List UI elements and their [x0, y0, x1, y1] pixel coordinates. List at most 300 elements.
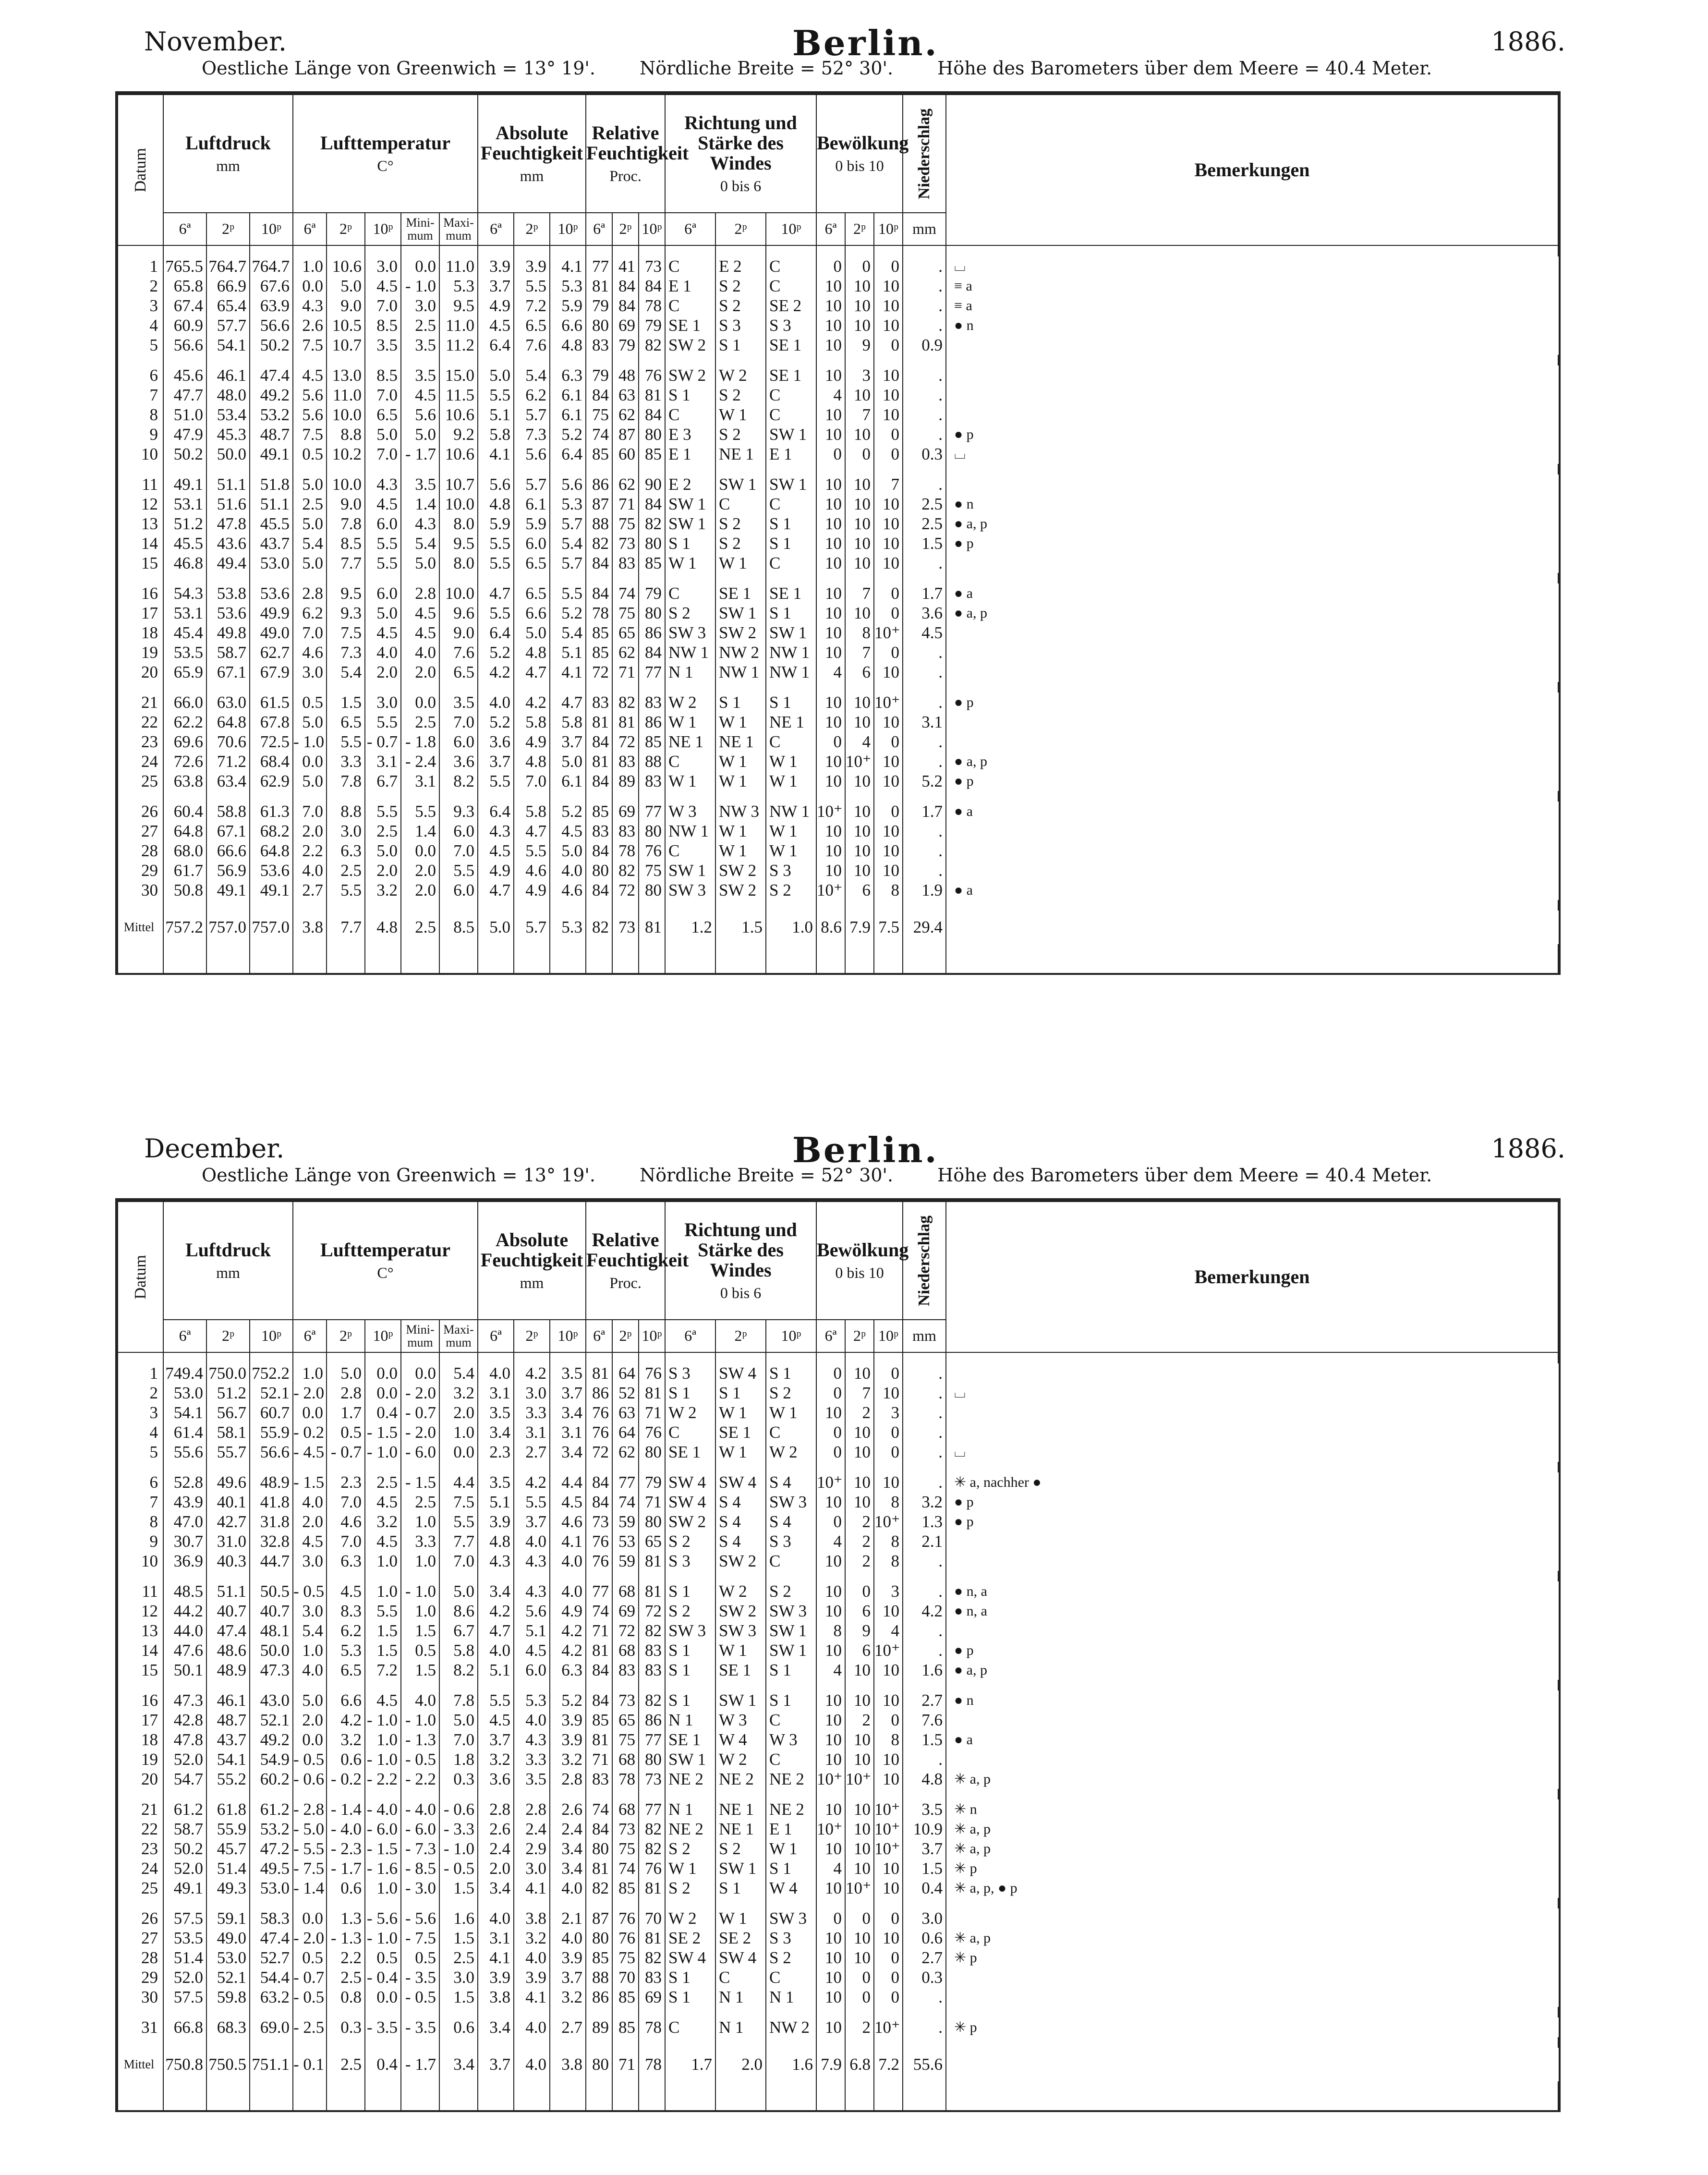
value-cell: 10: [845, 1859, 874, 1878]
day-cell: 22: [118, 712, 163, 732]
spacer-cell: [715, 573, 766, 583]
subheader-cell: 10ᵖ: [639, 213, 665, 245]
value-cell: 2.5: [327, 861, 365, 880]
value-cell: 80: [639, 821, 665, 841]
value-cell: 50.8: [163, 880, 206, 900]
value-cell: .: [903, 732, 946, 752]
value-cell: 52.1: [250, 1383, 293, 1403]
value-cell: S 2: [715, 425, 766, 444]
header-bewoelkung: [816, 95, 909, 213]
value-cell: 10: [816, 1492, 845, 1512]
subheader-cell: 6ª: [478, 213, 514, 245]
value-cell: 75: [612, 1730, 639, 1750]
header-niederschlag: Niederschlag: [903, 95, 946, 213]
mean-value: 4.0: [514, 2048, 550, 2081]
value-cell: NE 1: [766, 712, 816, 732]
value-cell: 10: [816, 771, 845, 791]
spacer-cell: [365, 1462, 401, 1472]
value-cell: 4.9: [478, 296, 514, 316]
spacer-cell: [550, 791, 586, 802]
value-cell: 750.0: [206, 1363, 250, 1383]
value-cell: S 2: [715, 276, 766, 296]
spacer-cell: [766, 900, 816, 911]
remark-cell: ● p: [946, 693, 1558, 712]
day-cell: 11: [118, 474, 163, 494]
spacer-cell: [401, 1789, 439, 1799]
spacer-cell: [715, 464, 766, 474]
value-cell: 7.8: [327, 771, 365, 791]
value-cell: N 1: [665, 1710, 715, 1730]
value-cell: 84: [586, 771, 612, 791]
value-cell: W 1: [715, 1908, 766, 1928]
spacer-cell: [903, 1898, 946, 1908]
value-cell: 81: [639, 1551, 665, 1571]
value-cell: 3.6: [439, 752, 478, 771]
value-cell: 9.3: [439, 802, 478, 821]
remark-cell: [946, 623, 1558, 643]
value-cell: - 6.0: [401, 1819, 439, 1839]
spacer-cell: [206, 900, 250, 911]
value-cell: 3.0: [293, 662, 327, 682]
spacer-cell: [163, 573, 206, 583]
value-cell: 10: [874, 553, 903, 573]
value-cell: 10: [816, 1750, 845, 1769]
value-cell: 3.9: [550, 1948, 586, 1968]
spacer-cell: [845, 1898, 874, 1908]
value-cell: S 2: [665, 1878, 715, 1898]
value-cell: 74: [586, 1601, 612, 1621]
value-cell: 47.3: [163, 1690, 206, 1710]
day-cell: 2: [118, 1383, 163, 1403]
value-cell: - 2.0: [293, 1928, 327, 1948]
spacer-cell: [715, 1462, 766, 1472]
subheader-cell: 10ᵖ: [874, 1320, 903, 1352]
value-cell: 2.0: [293, 1710, 327, 1730]
spacer-cell: [118, 944, 163, 973]
table-row: [118, 1878, 1558, 1898]
spacer-cell: [163, 900, 206, 911]
value-cell: 2.8: [327, 1383, 365, 1403]
spacer-cell: [715, 1680, 766, 1690]
value-cell: 71: [612, 662, 639, 682]
value-cell: 4: [816, 1859, 845, 1878]
spacer-cell: [163, 2081, 206, 2110]
barometer-height: Höhe des Barometers über dem Meere = 40.4 Meter.: [937, 58, 1432, 79]
value-cell: E 1: [665, 444, 715, 464]
spacer-cell: [401, 464, 439, 474]
value-cell: - 1.0: [439, 1839, 478, 1859]
value-cell: - 2.2: [401, 1769, 439, 1789]
value-cell: 78: [639, 296, 665, 316]
value-cell: C: [665, 2017, 715, 2037]
value-cell: 0.0: [293, 1908, 327, 1928]
spacer-cell: [163, 944, 206, 973]
table-frame-december: [115, 1198, 1561, 2112]
value-cell: 69: [612, 316, 639, 335]
remark-cell: ● a, p: [946, 514, 1558, 534]
header-lufttemperatur-title: Lufttemperatur: [320, 1239, 451, 1261]
spacer-cell: [639, 1462, 665, 1472]
table-row: [118, 514, 1558, 534]
value-cell: 43.6: [206, 534, 250, 553]
value-cell: 71.2: [206, 752, 250, 771]
spacer-cell: [903, 900, 946, 911]
value-cell: 51.8: [250, 474, 293, 494]
value-cell: 10: [845, 425, 874, 444]
value-cell: 10: [845, 1839, 874, 1859]
value-cell: .: [903, 1472, 946, 1492]
value-cell: 36.9: [163, 1551, 206, 1571]
spacer-cell: [715, 1789, 766, 1799]
value-cell: 10: [874, 316, 903, 335]
value-cell: 77: [639, 802, 665, 821]
spacer-cell: [845, 2007, 874, 2017]
value-cell: - 1.0: [293, 732, 327, 752]
spacer-cell: [715, 2007, 766, 2017]
value-cell: 1.5: [365, 1621, 401, 1640]
city-title: Berlin.: [792, 23, 939, 63]
value-cell: 5.5: [478, 385, 514, 405]
spacer-cell: [118, 2037, 163, 2048]
value-cell: 10: [874, 1660, 903, 1680]
spacer-cell: [163, 1352, 206, 1363]
value-cell: S 3: [766, 1531, 816, 1551]
value-cell: 75: [586, 405, 612, 425]
value-cell: S 4: [715, 1492, 766, 1512]
value-cell: 68: [612, 1581, 639, 1601]
value-cell: 3.5: [439, 693, 478, 712]
value-cell: 5.2: [550, 425, 586, 444]
spacer-cell: [550, 1462, 586, 1472]
value-cell: 10: [816, 752, 845, 771]
value-cell: 4.0: [293, 1660, 327, 1680]
spacer-cell: [766, 1898, 816, 1908]
value-cell: SW 1: [715, 603, 766, 623]
value-cell: 4.9: [514, 880, 550, 900]
value-cell: 84: [586, 1660, 612, 1680]
value-cell: 2.7: [514, 1442, 550, 1462]
table-row: [118, 1492, 1558, 1512]
value-cell: S 1: [766, 603, 816, 623]
value-cell: 3.7: [550, 1383, 586, 1403]
value-cell: 61.3: [250, 802, 293, 821]
day-cell: 1: [118, 1363, 163, 1383]
spacer-cell: [163, 1789, 206, 1799]
spacer-cell: [816, 1571, 845, 1581]
value-cell: S 4: [715, 1531, 766, 1551]
spacer-cell: [903, 2081, 946, 2110]
spacer-cell: [816, 2007, 845, 2017]
spacer-cell: [766, 573, 816, 583]
value-cell: 49.1: [163, 474, 206, 494]
value-cell: 0: [874, 1948, 903, 1968]
value-cell: 71: [586, 1621, 612, 1640]
day-cell: 20: [118, 1769, 163, 1789]
value-cell: 4.5: [293, 1531, 327, 1551]
value-cell: 10⁺: [816, 802, 845, 821]
value-cell: 3.2: [327, 1730, 365, 1750]
year-title: 1886.: [1491, 26, 1565, 57]
value-cell: 3.0: [293, 1601, 327, 1621]
value-cell: 5.0: [365, 841, 401, 861]
header-abs-feuchtigkeit: [478, 95, 586, 213]
value-cell: 81: [639, 385, 665, 405]
value-cell: 8.5: [327, 534, 365, 553]
day-cell: 14: [118, 534, 163, 553]
value-cell: - 7.3: [401, 1839, 439, 1859]
spacer-cell: [478, 682, 514, 693]
header-wind-title: Richtung und Stärke des Windes: [684, 1219, 797, 1281]
header-rel-feuchtigkeit: [586, 95, 689, 213]
value-cell: 62: [612, 474, 639, 494]
value-cell: 42.8: [163, 1710, 206, 1730]
spacer-cell: [293, 1789, 327, 1799]
spacer-cell: [639, 682, 665, 693]
header-luftdruck-unit: mm: [216, 157, 240, 175]
value-cell: 77: [639, 662, 665, 682]
day-cell: 22: [118, 1819, 163, 1839]
value-cell: .: [903, 385, 946, 405]
header-rel-feuchtigkeit-unit: Proc.: [609, 1274, 642, 1292]
spacer-cell: [401, 1571, 439, 1581]
value-cell: 2.5: [401, 316, 439, 335]
value-cell: 4.3: [293, 296, 327, 316]
value-cell: - 0.7: [365, 732, 401, 752]
value-cell: 4.6: [550, 1512, 586, 1531]
value-cell: NW 2: [766, 2017, 816, 2037]
value-cell: 69: [639, 1987, 665, 2007]
value-cell: SE 1: [766, 583, 816, 603]
value-cell: 10.6: [439, 405, 478, 425]
value-cell: 10: [845, 771, 874, 791]
spacer-cell: [586, 1462, 612, 1472]
spacer-cell: [874, 245, 903, 256]
value-cell: 10: [816, 316, 845, 335]
value-cell: 10: [874, 1472, 903, 1492]
value-cell: 10⁺: [874, 623, 903, 643]
value-cell: .: [903, 1551, 946, 1571]
remark-cell: ✳ a, p: [946, 1819, 1558, 1839]
spacer-cell: [550, 573, 586, 583]
value-cell: 81: [639, 1928, 665, 1948]
value-cell: 4.2: [478, 1601, 514, 1621]
value-cell: 2.0: [293, 821, 327, 841]
spacer-cell: [715, 1352, 766, 1363]
spacer-cell: [365, 1571, 401, 1581]
spacer-cell: [550, 1352, 586, 1363]
value-cell: .: [903, 1621, 946, 1640]
spacer-cell: [163, 791, 206, 802]
value-cell: 64.8: [250, 841, 293, 861]
value-cell: 0: [874, 1710, 903, 1730]
remark-cell: ✳ a, p: [946, 1769, 1558, 1789]
value-cell: 10⁺: [816, 1769, 845, 1789]
spacer-cell: [478, 573, 514, 583]
value-cell: 62.7: [250, 643, 293, 662]
value-cell: 5.9: [514, 514, 550, 534]
value-cell: SW 1: [766, 1621, 816, 1640]
value-cell: 2.5: [903, 494, 946, 514]
mean-value: 4.8: [365, 911, 401, 944]
header-rel-feuchtigkeit: [586, 1202, 689, 1320]
spacer-cell: [206, 1789, 250, 1799]
day-cell: 13: [118, 514, 163, 534]
spacer-cell: [903, 245, 946, 256]
value-cell: 85: [639, 732, 665, 752]
remark-cell: ✳ p: [946, 2017, 1558, 2037]
remark-cell: ✳ p: [946, 1859, 1558, 1878]
value-cell: 0: [874, 1968, 903, 1987]
value-cell: 0.6: [327, 1878, 365, 1898]
mean-value: 7.9: [816, 2048, 845, 2081]
value-cell: 65.8: [163, 276, 206, 296]
spacer-cell: [639, 1789, 665, 1799]
value-cell: 6.0: [365, 514, 401, 534]
value-cell: - 3.0: [401, 1878, 439, 1898]
spacer-cell: [612, 1898, 639, 1908]
value-cell: 81: [586, 1363, 612, 1383]
value-cell: - 0.6: [439, 1799, 478, 1819]
spacer-cell: [612, 2037, 639, 2048]
spacer-cell: [439, 944, 478, 973]
spacer-cell: [401, 2007, 439, 2017]
day-cell: 31: [118, 2017, 163, 2037]
spacer-cell: [845, 791, 874, 802]
header-lufttemperatur-unit: C°: [377, 157, 394, 175]
value-cell: 8: [874, 1551, 903, 1571]
value-cell: 1.0: [365, 1730, 401, 1750]
table-row: [118, 662, 1558, 682]
value-cell: - 0.4: [365, 1968, 401, 1987]
table-row: [118, 365, 1558, 385]
value-cell: 50.2: [163, 444, 206, 464]
spacer-cell: [118, 1898, 163, 1908]
spacer-cell: [612, 355, 639, 365]
value-cell: - 2.4: [401, 752, 439, 771]
value-cell: - 0.5: [439, 1859, 478, 1878]
spacer-cell: [401, 2037, 439, 2048]
value-cell: S 1: [665, 385, 715, 405]
value-cell: 68: [612, 1750, 639, 1769]
spacer-cell: [206, 245, 250, 256]
value-cell: C: [665, 841, 715, 861]
value-cell: 49.3: [206, 1878, 250, 1898]
value-cell: 84: [586, 1819, 612, 1839]
spacer-cell: [250, 1680, 293, 1690]
value-cell: 2.6: [293, 316, 327, 335]
latitude: Nördliche Breite = 52° 30'.: [640, 1165, 894, 1186]
value-cell: 9.0: [327, 494, 365, 514]
value-cell: 58.7: [206, 643, 250, 662]
day-cell: 10: [118, 444, 163, 464]
value-cell: 75: [612, 1839, 639, 1859]
value-cell: 68: [612, 1799, 639, 1819]
value-cell: 3.4: [478, 1422, 514, 1442]
header-lufttemperatur-title: Lufttemperatur: [320, 132, 451, 154]
spacer-cell: [845, 245, 874, 256]
value-cell: .: [903, 425, 946, 444]
value-cell: 49.1: [250, 880, 293, 900]
value-cell: 2.3: [478, 1442, 514, 1462]
spacer-cell: [612, 682, 639, 693]
value-cell: 2: [845, 2017, 874, 2037]
value-cell: 55.2: [206, 1769, 250, 1789]
value-cell: 61.4: [163, 1422, 206, 1442]
value-cell: 4.3: [478, 821, 514, 841]
header-rel-feuchtigkeit-unit: Proc.: [609, 167, 642, 185]
value-cell: 53.0: [250, 553, 293, 573]
value-cell: - 8.5: [401, 1859, 439, 1878]
value-cell: NW 1: [715, 662, 766, 682]
value-cell: 5.0: [365, 425, 401, 444]
value-cell: 0: [845, 1581, 874, 1601]
value-cell: 4.5: [293, 365, 327, 385]
spacer-cell: [118, 1680, 163, 1690]
spacer-cell: [163, 1571, 206, 1581]
value-cell: SW 3: [665, 1621, 715, 1640]
spacer-cell: [766, 1571, 816, 1581]
value-cell: 45.6: [163, 365, 206, 385]
value-cell: 4.0: [401, 643, 439, 662]
value-cell: 89: [612, 771, 639, 791]
value-cell: 63.8: [163, 771, 206, 791]
value-cell: W 4: [766, 1878, 816, 1898]
value-cell: 4: [816, 385, 845, 405]
value-cell: 0.5: [293, 1948, 327, 1968]
value-cell: 5.0: [439, 1581, 478, 1601]
spacer-cell: [766, 1462, 816, 1472]
remark-cell: [946, 1551, 1558, 1571]
spacer-cell: [478, 2081, 514, 2110]
value-cell: W 1: [715, 405, 766, 425]
day-cell: 15: [118, 1660, 163, 1680]
value-cell: 10: [845, 296, 874, 316]
value-cell: 4.5: [365, 1492, 401, 1512]
value-cell: 47.4: [206, 1621, 250, 1640]
spacer-cell: [874, 1571, 903, 1581]
spacer-cell: [206, 1462, 250, 1472]
year-title: 1886.: [1491, 1133, 1565, 1164]
value-cell: 4.5: [401, 385, 439, 405]
value-cell: SW 2: [665, 365, 715, 385]
value-cell: 3.7: [550, 732, 586, 752]
value-cell: 51.2: [206, 1383, 250, 1403]
value-cell: 3.5: [365, 335, 401, 355]
value-cell: 47.8: [163, 1730, 206, 1750]
value-cell: 63.4: [206, 771, 250, 791]
spacer-cell: [514, 2081, 550, 2110]
mean-value: 750.8: [163, 2048, 206, 2081]
value-cell: - 5.5: [293, 1839, 327, 1859]
value-cell: 6: [845, 662, 874, 682]
value-cell: C: [766, 1968, 816, 1987]
spacer-cell: [365, 944, 401, 973]
value-cell: 7: [874, 474, 903, 494]
value-cell: 88: [586, 1968, 612, 1987]
spacer-cell: [401, 791, 439, 802]
spacer-cell: [118, 2081, 163, 2110]
spacer-cell: [715, 2081, 766, 2110]
spacer-cell: [946, 1789, 1558, 1799]
subheader-cell: 10ᵖ: [874, 213, 903, 245]
spacer-cell: [365, 245, 401, 256]
value-cell: 5.4: [327, 662, 365, 682]
value-cell: 10: [845, 474, 874, 494]
value-cell: S 4: [766, 1472, 816, 1492]
value-cell: 4.1: [550, 1531, 586, 1551]
value-cell: 69: [612, 802, 639, 821]
remark-cell: ⌴: [946, 256, 1558, 276]
